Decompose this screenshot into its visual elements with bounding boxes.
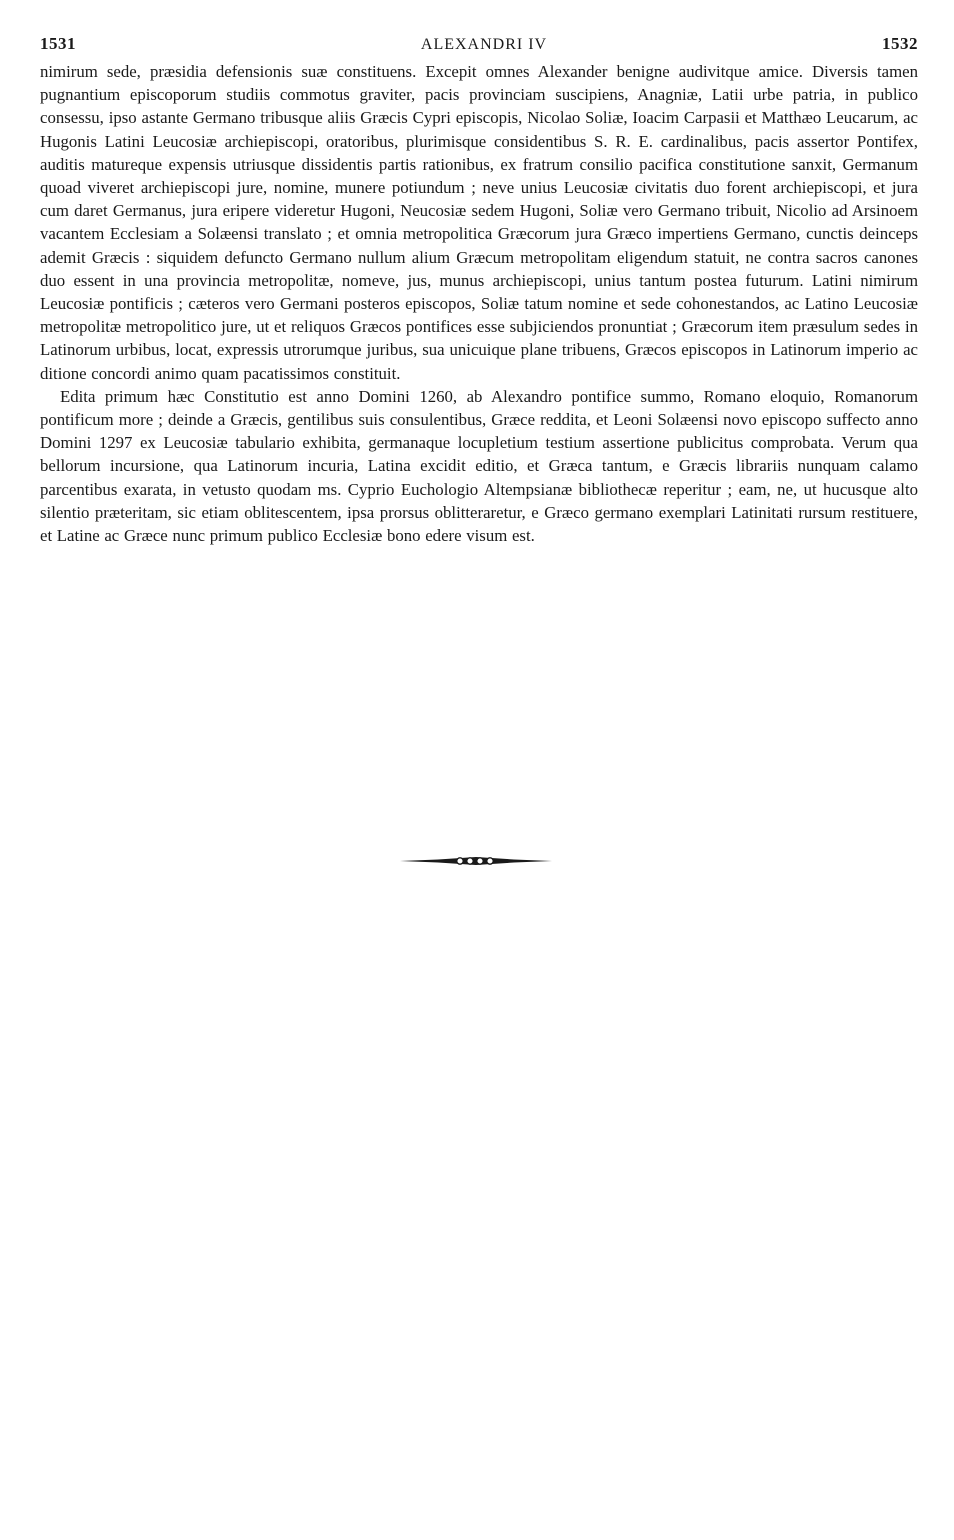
running-header (40, 34, 918, 60)
paragraph-2: Edita primum hæc Constitutio est anno Domini 1260, ab Alexandro pontifice summo, Romano eloquio, Romanorum pontificum more ; deinde a Græcis, gentilibus suis consulentibus, Græce reddita, et Leoni Solæensi novo episcopo suffecto anno Domini 1297 ex Leucosiæ tabulario exhibita, germanaque locupletium testium assertione publicitus comprobata. Verum qua bellorum incursione, qua Latinorum incuria, Latina excidit editio, et Græca tantum, e Græcis librariis nunquam calamo parcentibus exarata, in vetusto quodam ms. Cyprio Euchologio Altempsianæ bibliothecæ reperitur ; eam, ne, ut hucusque alto silentio præteritam, sic etiam oblitescentem, ipsa prorsus oblitteraretur, e Græco germano exemplari Latinitati rursum restituere, et Latine ac Græce nunc primum publico Ecclesiæ bono edere visum est. (40, 386, 918, 546)
right-page-number: 1532 (881, 34, 918, 53)
body-text (40, 60, 918, 547)
running-title: ALEXANDRI IV (420, 36, 548, 53)
document-page (40, 34, 918, 547)
left-page-number: 1531 (40, 34, 76, 53)
paragraph-1: nimirum sede, præsidia defensionis suæ constituens. Excepit omnes Alexander benigne audivitque amice. Diversis tamen pugnantium episcoporum studiis commotus graviter, pacis provinciam suscipiens, Anagniæ, Latii urbe patria, in publico consessu, ipso astante Germano tribusque aliis Græcis Cypri episcopis, Nicolao Soliæ, Ioacim Carpasii et Matthæo Leucarum, ac Hugonis Latini Leucosiæ archiepiscopi, oratoribus, plurimisque considentibus S. R. E. cardinalibus, pacis assertor Pontifex, auditis matureque expensis utriusque dissidentis partis rationibus, ex fratrum consilio pacifica constitutione sanxit, Germanum quoad viveret archiepiscopi jure, nomine, munere potiundum ; neve unius Leucosiæ civitatis duo forent archiepiscopi, et jura cum daret Germanus, jura eripere videretur Hugoni, Neucosiæ sedem Hugoni, Soliæ vero Germano tribuit, Nicolio ad Arsinoem vacantem Ecclesiam a Solæensi translato ; et omnia metropolitica Græcorum jura Græco impertiens Germano, cunctis deinceps ademit Græcis : siquidem defuncto Germano nullum alium Græcum metropolitam eligendum statuit, ne contra sacros canones duo essent in una provincia metropolitæ, nomeve, jus, munus archiepiscopi, unius tantum postea futurum. Latini nimirum Leucosiæ pontificis ; cæteros vero Germani posteros episcopos, Soliæ tatum nomine et sede cohonestandos, ac Latino Leucosiæ metropolitæ metropolitico jure, ut et reliquos Græcos pontifices esse subjiciendos pronuntiat ; Græcorum item præsulum sedes in Latinorum urbibus, locat, expressis utrorumque juribus, sua unicuique plane tribuens, Græcos episcopos in Latinorum imperio ac ditione concordi animo quam pacatissimos constituit. (40, 62, 918, 383)
typographic-rule-ornament-icon (398, 853, 554, 869)
